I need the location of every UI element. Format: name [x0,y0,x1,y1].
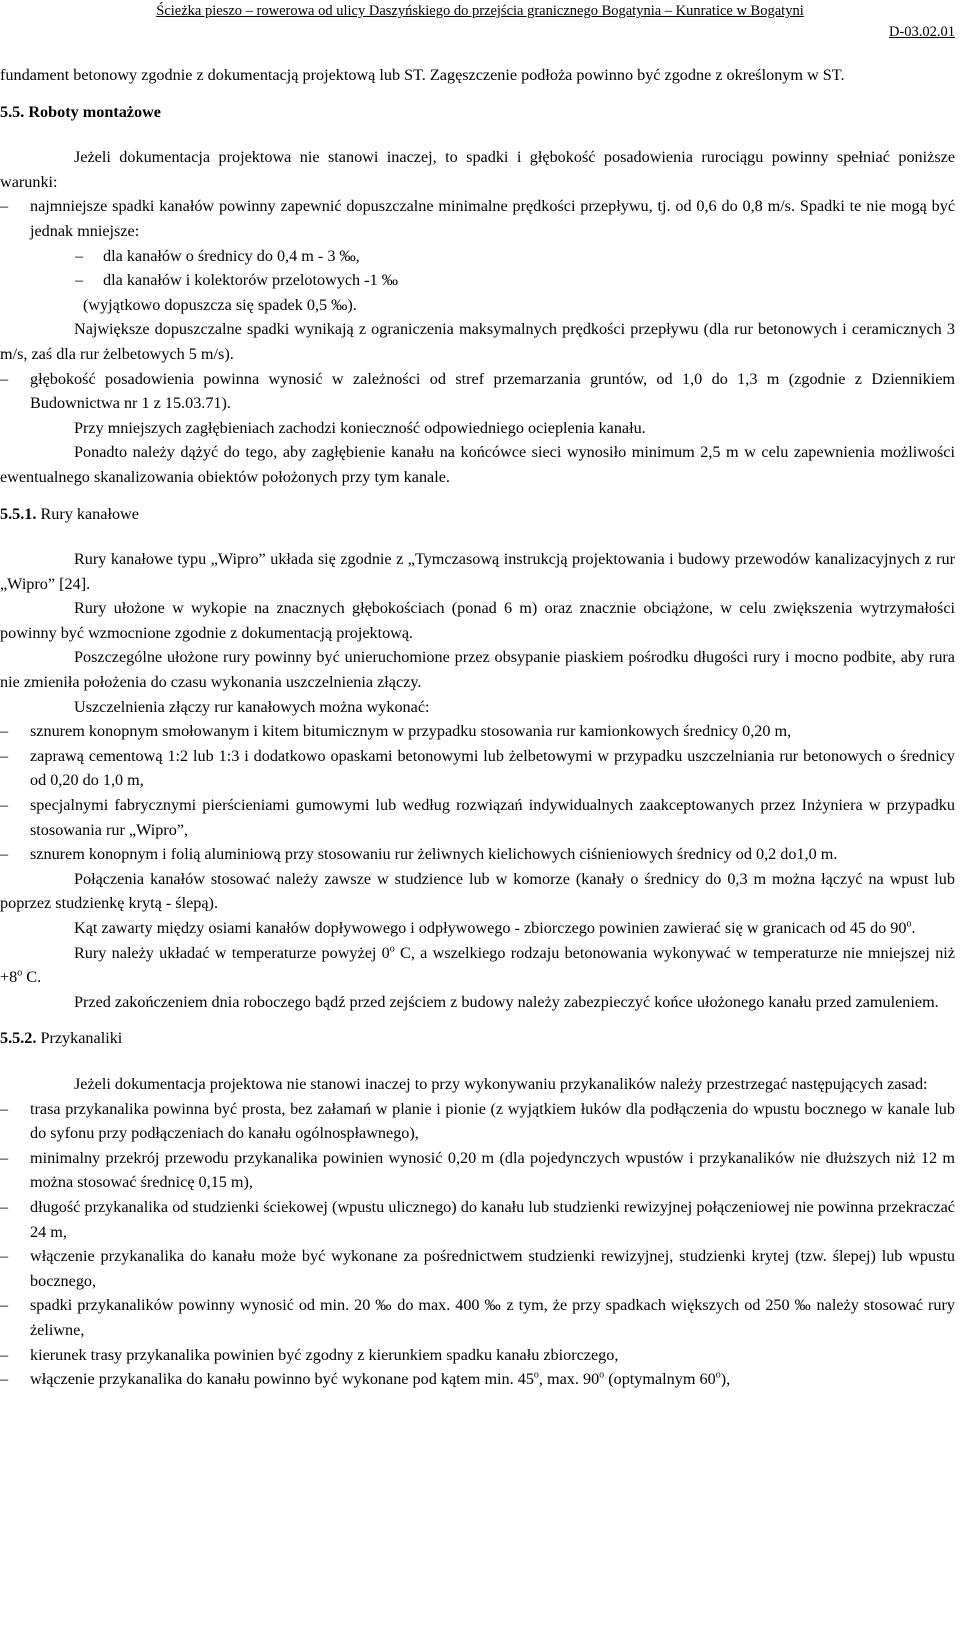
paragraph: Poszczególne ułożone rury powinny być unieruchomione przez obsypanie piaskiem pośrodku długości rury i mocno podbite, aby rura nie zmieniła położenia do czasu wykonania uszczelnienia złączy. [0,648,955,692]
section-heading-5-5: 5.5. Roboty montażowe [0,102,161,121]
list-item: – głębokość posadowienia powinna wynosić w zależności od stref przemarzania gruntów, od 1,0 do 1,3 m (zgodnie z Dziennikiem Budownictwa nr 1 z 15.03.71). [0,369,955,413]
paragraph: Rury kanałowe typu „Wipro” układa się zgodnie z „Tymczasową instrukcją projektowania i budowy przewodów kanalizacyjnych z rur „Wipro” [24]. [0,550,955,593]
paragraph: Ponadto należy dążyć do tego, aby zagłębienie kanału na końcówce sieci wynosiło minimum 2,5 m w celu zapewnienia możliwości ewentualnego skanalizowania obiektów położonych przy tym kanale. [0,443,955,486]
list-item: – włączenie przykanalika do kanału może być wykonane za pośrednictwem studzienki rewizyjnej, studzienki krytej (tzw. ślepej) lub wpustu bocznego, [0,1247,955,1290]
running-header-title: Ścieżka pieszo – rowerowa od ulicy Daszyńskiego do przejścia granicznego Bogatynia – Kunratice w Bogatyni [156,3,804,19]
paragraph: Przy mniejszych zagłębieniach zachodzi konieczność odpowiedniego ocieplenia kanału. [74,418,646,437]
sub-list-note: (wyjątkowo dopuszcza się spadek 0,5 ‰). [83,295,357,314]
continued-paragraph: fundament betonowy zgodnie z dokumentacją projektową lub ST. Zagęszczenie podłoża powinno być zgodne z określonym w ST. [0,66,845,84]
paragraph: Jeżeli dokumentacja projektowa nie stanowi inaczej, to spadki i głębokość posadowienia rurociągu powinny spełniać poniższe warunki: [0,148,955,191]
list-item: – trasa przykanalika powinna być prosta, bez załamań w planie i pionie (z wyjątkiem łuków dla podłączenia do wpustu bocznego w kanale lub do syfonu przy podłączeniach do kanału ogólnospławnego), [0,1099,955,1143]
list-item: – najmniejsze spadki kanałów powinny zapewnić dopuszczalne minimalne prędkości przepływu, tj. od 0,6 do 0,8 m/s. Spadki te nie mogą być jednak mniejsze: [0,197,955,240]
paragraph: Jeżeli dokumentacja projektowa nie stanowi inaczej to przy wykonywaniu przykanalików należy przestrzegać następujących zasad: [74,1074,928,1093]
list-item: – spadki przykanalików powinny wynosić od min. 20 ‰ do max. 400 ‰ z tym, że przy spadkach większych od 250 ‰ należy stosować rury żeliwne, [0,1296,955,1339]
list-item: – zaprawą cementową 1:2 lub 1:3 i dodatkowo opaskami betonowymi lub żelbetowymi w przypadku uszczelniania rur betonowych o średnicy od 0,20 do 1,0 m, [0,746,955,790]
paragraph: Kąt zawarty między osiami kanałów dopływowego i odpływowego - zbiorczego powinien zawierać się w granicach od 45 do 90$^o$. [74,918,916,937]
paragraph: Rury ułożone w wykopie na znacznych głębokościach (ponad 6 m) oraz znacznie obciążone, w celu zwiększenia wytrzymałości powinny być wzmocnione zgodnie z dokumentacją projektową. [0,599,955,642]
list-item: – minimalny przekrój przewodu przykanalika powinien wynosić 0,20 m (dla pojedynczych wpustów i przykanalików nie dłuższych niż 12 m można stosować średnicę 0,15 m), [0,1148,955,1192]
document-code: D-03.02.01 [888,24,955,40]
list-item: – długość przykanalika od studzienki ściekowej (wpustu ulicznego) do kanału lub studzienki rewizyjnej połączeniowej nie powinna przekraczać 24 m, [0,1197,955,1241]
paragraph: Największe dopuszczalne spadki wynikają z ograniczenia maksymalnych prędkości przepływu (dla rur betonowych i ceramicznych 3 m/s, zaś dla rur żelbetowych 5 m/s). [0,320,955,363]
paragraph: Uszczelnienia złączy rur kanałowych można wykonać: [74,697,430,716]
list-item: – sznurem konopnym smołowanym i kitem bitumicznym w przypadku stosowania rur kamionkowych średnicy 0,20 m, [0,722,792,741]
paragraph: Połączenia kanałów stosować należy zawsze w studzience lub w komorze (kanały o średnicy do 0,3 m można łączyć na wpust lub poprzez studzienkę krytą - ślepą). [0,869,955,913]
list-item: – włączenie przykanalika do kanału powinno być wykonane pod kątem min. 45$^o$, max. 90$^o$ (optymalnym 60$^o$), [0,1369,731,1389]
paragraph: Rury należy układać w temperaturze powyżej 0$^o$ C, a wszelkiego rodzaju betonowania wykonywać w temperaturze nie mniejszej niż $+8^o$ C. [0,943,955,987]
list-item: – sznurem konopnym i folią aluminiową przy stosowaniu rur żeliwnych kielichowych ciśnieniowych średnicy od 0,2 do1,0 m. [0,845,838,864]
document-body [0,63,955,1392]
list-item: – specjalnymi fabrycznymi pierścieniami gumowymi lub według rozwiązań indywidualnych zaakceptowanych przez Inżyniera w przypadku stosowania rur „Wipro”, [0,796,955,839]
section-heading-5-5-1: 5.5.1. Rury kanałowe [0,504,139,523]
list-item: – kierunek trasy przykanalika powinien być zgodny z kierunkiem spadku kanału zbiorczego, [0,1345,619,1364]
section-heading-5-5-2: 5.5.2. Przykanaliki [0,1029,123,1048]
paragraph: Przed zakończeniem dnia roboczego bądź przed zejściem z budowy należy zabezpieczyć końce ułożonego kanału przed zamuleniem. [74,992,939,1011]
sub-list-item: – dla kanałów i kolektorów przelotowych -1 ‰ [75,271,398,290]
sub-list-item: – dla kanałów o średnicy do 0,4 m - 3 ‰, [75,246,360,265]
